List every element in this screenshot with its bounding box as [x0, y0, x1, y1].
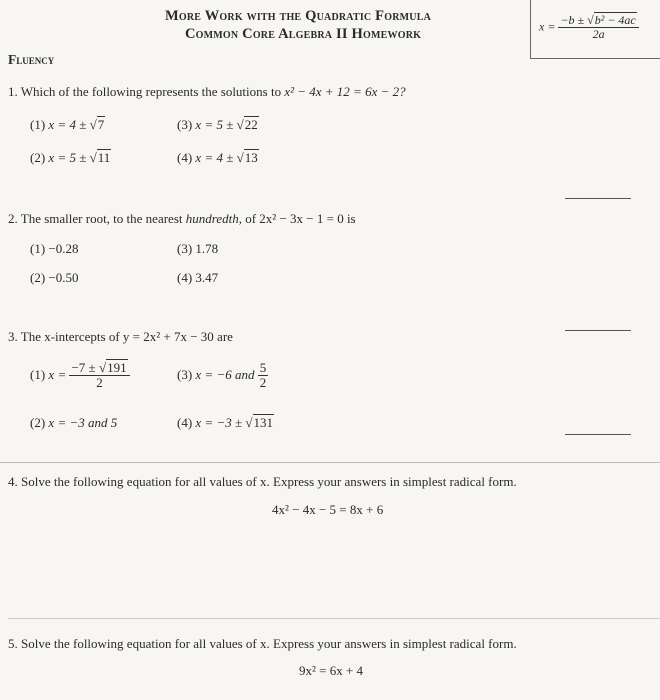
- formula-radicand: b² − 4ac: [594, 13, 636, 27]
- q5-text: Solve the following equation for all values of x. Express your answers in simplest radical form.: [21, 636, 517, 651]
- q2-choice-1[interactable]: [30, 241, 79, 257]
- quadratic-formula-box: [530, 0, 660, 59]
- q2-choice-3[interactable]: [177, 241, 218, 257]
- choice-lhs: x =: [48, 366, 67, 382]
- choice-label: (1): [30, 366, 46, 382]
- q1-choice-1[interactable]: [30, 117, 105, 133]
- q3-choice-4[interactable]: [177, 415, 274, 431]
- choice-label: (3): [177, 366, 193, 382]
- title-line-1: More Work with the Quadratic Formula: [165, 8, 431, 24]
- q1-choice-4[interactable]: [177, 150, 259, 166]
- q3-answer-line[interactable]: [565, 434, 631, 435]
- divider: [0, 462, 660, 463]
- q4-number: 4.: [8, 474, 18, 489]
- choice-numerator: 5: [259, 360, 267, 375]
- choice-value: −0.50: [48, 270, 79, 285]
- divider: [8, 618, 660, 627]
- q2-text-emphasis: hundredth: [185, 211, 239, 226]
- choice-radicand: 13: [244, 150, 258, 165]
- choice-value: x = −3 ±: [195, 415, 243, 430]
- q3-number: 3.: [8, 329, 18, 344]
- choice-label: (2): [30, 270, 46, 285]
- choice-radicand: 7: [97, 117, 105, 132]
- q1-choice-3[interactable]: [177, 117, 259, 133]
- choice-value: x = 5 ±: [195, 117, 234, 132]
- choice-label: (1): [30, 117, 46, 132]
- q2-choice-4[interactable]: [177, 270, 218, 286]
- section-heading: Fluency: [8, 52, 55, 67]
- choice-radicand: 131: [253, 415, 274, 430]
- choice-label: (4): [177, 150, 193, 165]
- q2-equation: , of 2x² − 3x − 1 = 0 is: [238, 211, 356, 226]
- question-5: [8, 636, 517, 652]
- choice-value: x = 4 ±: [48, 117, 87, 132]
- formula-numerator: −b ±: [560, 13, 585, 27]
- q3-choice-3[interactable]: [177, 361, 268, 391]
- q2-choice-2[interactable]: [30, 270, 79, 286]
- q2-answer-line[interactable]: [565, 330, 631, 331]
- title-line-2: Common Core Algebra II Homework: [185, 26, 422, 42]
- choice-label: (2): [30, 415, 46, 430]
- choice-numerator: −7 ±: [71, 360, 96, 375]
- q1-number: 1.: [8, 84, 18, 99]
- question-2: [8, 211, 356, 227]
- q3-choice-2[interactable]: [30, 415, 117, 431]
- choice-value: x = −3 and 5: [48, 415, 118, 430]
- formula-denominator: 2a: [592, 27, 605, 42]
- formula-lhs: x =: [539, 19, 556, 34]
- question-4: [8, 474, 517, 490]
- choice-radicand: 11: [97, 150, 111, 165]
- choice-value: 1.78: [195, 241, 219, 256]
- q2-text: The smaller root, to the nearest: [20, 211, 183, 226]
- q1-choice-2[interactable]: [30, 150, 111, 166]
- choice-label: (4): [177, 415, 193, 430]
- choice-radicand: 191: [107, 360, 127, 375]
- quadratic-formula: [539, 14, 639, 41]
- q5-equation: 9x² = 6x + 4: [299, 663, 364, 678]
- choice-value: −0.28: [48, 241, 79, 256]
- choice-label: (1): [30, 241, 46, 256]
- q1-equation: x² − 4x + 12 = 6x − 2?: [284, 84, 406, 99]
- q3-choice-1[interactable]: [30, 361, 130, 391]
- choice-label: (3): [177, 117, 193, 132]
- choice-denominator: 2: [96, 375, 103, 391]
- q4-equation: 4x² − 4x − 5 = 8x + 6: [272, 502, 384, 517]
- choice-value: x = −6 and: [195, 366, 255, 382]
- q5-number: 5.: [8, 636, 18, 651]
- question-1: [8, 84, 406, 100]
- q1-answer-line[interactable]: [565, 198, 631, 199]
- q3-text: The x-intercepts of y = 2x² + 7x − 30 are: [20, 329, 233, 344]
- question-3: [8, 329, 233, 345]
- q4-text: Solve the following equation for all values of x. Express your answers in simplest radical form.: [21, 474, 517, 489]
- choice-label: (3): [177, 241, 193, 256]
- choice-value: x = 4 ±: [195, 150, 234, 165]
- choice-radicand: 22: [244, 117, 258, 132]
- choice-denominator: 2: [259, 375, 267, 391]
- q1-text: Which of the following represents the solutions to: [20, 84, 282, 99]
- choice-value: x = 5 ±: [48, 150, 87, 165]
- choice-value: 3.47: [195, 270, 219, 285]
- choice-label: (2): [30, 150, 46, 165]
- q2-number: 2.: [8, 211, 18, 226]
- choice-label: (4): [177, 270, 193, 285]
